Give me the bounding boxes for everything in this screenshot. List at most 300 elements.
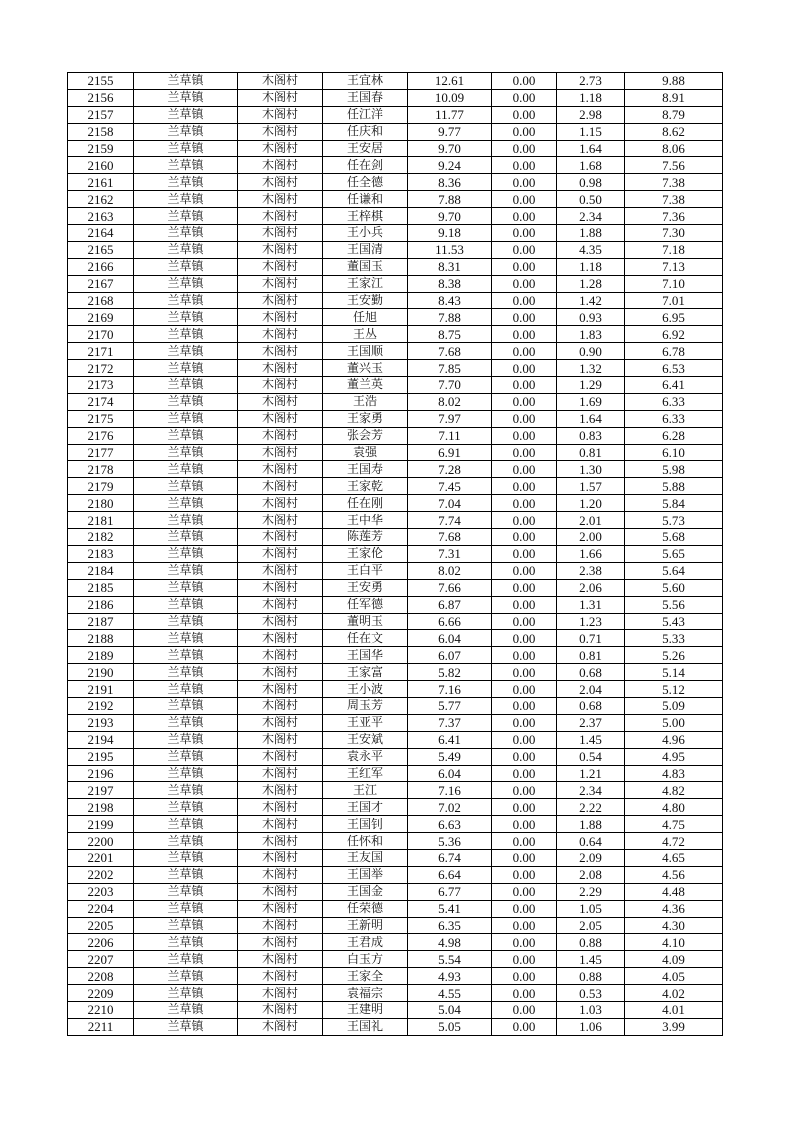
value-3-cell: 1.28 <box>557 275 625 292</box>
row-number-cell: 2190 <box>68 664 134 681</box>
value-4-cell: 5.56 <box>625 596 723 613</box>
value-3-cell: 1.68 <box>557 157 625 174</box>
value-1-cell: 5.04 <box>408 1001 492 1018</box>
value-2-cell: 0.00 <box>492 427 557 444</box>
village-cell: 木阁村 <box>238 917 323 934</box>
value-1-cell: 9.24 <box>408 157 492 174</box>
person-name-cell: 王新明 <box>323 917 408 934</box>
value-4-cell: 6.92 <box>625 326 723 343</box>
value-2-cell: 0.00 <box>492 917 557 934</box>
value-1-cell: 7.88 <box>408 309 492 326</box>
table-row <box>68 799 723 816</box>
value-1-cell: 7.16 <box>408 681 492 698</box>
value-1-cell: 7.45 <box>408 478 492 495</box>
value-3-cell: 1.69 <box>557 393 625 410</box>
value-1-cell: 5.82 <box>408 664 492 681</box>
table-row <box>68 140 723 157</box>
value-1-cell: 8.31 <box>408 258 492 275</box>
value-1-cell: 6.07 <box>408 647 492 664</box>
value-4-cell: 9.88 <box>625 73 723 90</box>
town-cell: 兰草镇 <box>134 495 238 512</box>
value-4-cell: 7.36 <box>625 208 723 225</box>
person-name-cell: 王国钊 <box>323 816 408 833</box>
value-2-cell: 0.00 <box>492 883 557 900</box>
value-1-cell: 6.64 <box>408 866 492 883</box>
value-1-cell: 8.36 <box>408 174 492 191</box>
village-cell: 木阁村 <box>238 1001 323 1018</box>
value-3-cell: 0.50 <box>557 191 625 208</box>
village-cell: 木阁村 <box>238 478 323 495</box>
value-2-cell: 0.00 <box>492 444 557 461</box>
value-3-cell: 2.08 <box>557 866 625 883</box>
value-1-cell: 9.70 <box>408 140 492 157</box>
village-cell: 木阁村 <box>238 174 323 191</box>
village-cell: 木阁村 <box>238 461 323 478</box>
row-number-cell: 2172 <box>68 360 134 377</box>
table-row <box>68 427 723 444</box>
value-3-cell: 1.06 <box>557 1018 625 1035</box>
value-2-cell: 0.00 <box>492 765 557 782</box>
value-2-cell: 0.00 <box>492 681 557 698</box>
value-4-cell: 5.33 <box>625 630 723 647</box>
person-name-cell: 周玉芳 <box>323 697 408 714</box>
value-1-cell: 10.09 <box>408 89 492 106</box>
value-2-cell: 0.00 <box>492 410 557 427</box>
value-3-cell: 2.73 <box>557 73 625 90</box>
row-number-cell: 2198 <box>68 799 134 816</box>
value-4-cell: 5.00 <box>625 714 723 731</box>
village-cell: 木阁村 <box>238 697 323 714</box>
table-row <box>68 360 723 377</box>
value-1-cell: 7.68 <box>408 343 492 360</box>
value-4-cell: 5.14 <box>625 664 723 681</box>
value-4-cell: 4.01 <box>625 1001 723 1018</box>
table-row <box>68 545 723 562</box>
value-2-cell: 0.00 <box>492 123 557 140</box>
value-3-cell: 1.15 <box>557 123 625 140</box>
value-4-cell: 5.88 <box>625 478 723 495</box>
row-number-cell: 2197 <box>68 782 134 799</box>
person-name-cell: 任谦和 <box>323 191 408 208</box>
value-1-cell: 8.02 <box>408 562 492 579</box>
value-4-cell: 5.60 <box>625 579 723 596</box>
value-1-cell: 6.66 <box>408 613 492 630</box>
value-4-cell: 4.02 <box>625 985 723 1002</box>
village-cell: 木阁村 <box>238 208 323 225</box>
value-3-cell: 2.04 <box>557 681 625 698</box>
value-2-cell: 0.00 <box>492 140 557 157</box>
value-2-cell: 0.00 <box>492 714 557 731</box>
table-row <box>68 343 723 360</box>
value-1-cell: 7.66 <box>408 579 492 596</box>
village-cell: 木阁村 <box>238 748 323 765</box>
value-1-cell: 6.41 <box>408 731 492 748</box>
row-number-cell: 2164 <box>68 225 134 242</box>
value-3-cell: 2.05 <box>557 917 625 934</box>
table-row <box>68 731 723 748</box>
value-4-cell: 5.26 <box>625 647 723 664</box>
village-cell: 木阁村 <box>238 343 323 360</box>
village-cell: 木阁村 <box>238 191 323 208</box>
value-2-cell: 0.00 <box>492 326 557 343</box>
value-3-cell: 1.66 <box>557 545 625 562</box>
table-row <box>68 1001 723 1018</box>
value-2-cell: 0.00 <box>492 731 557 748</box>
value-3-cell: 0.71 <box>557 630 625 647</box>
person-name-cell: 王江 <box>323 782 408 799</box>
value-4-cell: 7.30 <box>625 225 723 242</box>
value-2-cell: 0.00 <box>492 748 557 765</box>
row-number-cell: 2196 <box>68 765 134 782</box>
table-row <box>68 833 723 850</box>
value-4-cell: 8.79 <box>625 106 723 123</box>
row-number-cell: 2178 <box>68 461 134 478</box>
value-3-cell: 1.64 <box>557 140 625 157</box>
person-name-cell: 董国玉 <box>323 258 408 275</box>
value-2-cell: 0.00 <box>492 968 557 985</box>
value-4-cell: 4.65 <box>625 849 723 866</box>
town-cell: 兰草镇 <box>134 596 238 613</box>
value-4-cell: 8.06 <box>625 140 723 157</box>
value-3-cell: 1.30 <box>557 461 625 478</box>
value-1-cell: 7.31 <box>408 545 492 562</box>
value-4-cell: 7.13 <box>625 258 723 275</box>
village-cell: 木阁村 <box>238 157 323 174</box>
table-row <box>68 191 723 208</box>
table-row <box>68 241 723 258</box>
town-cell: 兰草镇 <box>134 258 238 275</box>
table-row <box>68 900 723 917</box>
value-1-cell: 7.37 <box>408 714 492 731</box>
value-2-cell: 0.00 <box>492 1018 557 1035</box>
table-row <box>68 596 723 613</box>
town-cell: 兰草镇 <box>134 174 238 191</box>
value-4-cell: 5.73 <box>625 512 723 529</box>
person-name-cell: 任军德 <box>323 596 408 613</box>
row-number-cell: 2163 <box>68 208 134 225</box>
town-cell: 兰草镇 <box>134 985 238 1002</box>
village-cell: 木阁村 <box>238 309 323 326</box>
table-row <box>68 106 723 123</box>
value-2-cell: 0.00 <box>492 545 557 562</box>
value-1-cell: 5.77 <box>408 697 492 714</box>
value-1-cell: 5.05 <box>408 1018 492 1035</box>
town-cell: 兰草镇 <box>134 697 238 714</box>
person-name-cell: 王安居 <box>323 140 408 157</box>
value-2-cell: 0.00 <box>492 934 557 951</box>
row-number-cell: 2171 <box>68 343 134 360</box>
value-4-cell: 4.30 <box>625 917 723 934</box>
village-cell: 木阁村 <box>238 579 323 596</box>
town-cell: 兰草镇 <box>134 799 238 816</box>
table-row <box>68 258 723 275</box>
value-1-cell: 7.88 <box>408 191 492 208</box>
table-row <box>68 681 723 698</box>
row-number-cell: 2184 <box>68 562 134 579</box>
town-cell: 兰草镇 <box>134 309 238 326</box>
row-number-cell: 2158 <box>68 123 134 140</box>
village-cell: 木阁村 <box>238 393 323 410</box>
value-3-cell: 1.20 <box>557 495 625 512</box>
table-row <box>68 326 723 343</box>
row-number-cell: 2175 <box>68 410 134 427</box>
value-2-cell: 0.00 <box>492 360 557 377</box>
value-1-cell: 4.55 <box>408 985 492 1002</box>
value-2-cell: 0.00 <box>492 630 557 647</box>
value-3-cell: 1.88 <box>557 816 625 833</box>
person-name-cell: 王安斌 <box>323 731 408 748</box>
town-cell: 兰草镇 <box>134 275 238 292</box>
town-cell: 兰草镇 <box>134 140 238 157</box>
town-cell: 兰草镇 <box>134 225 238 242</box>
person-name-cell: 王亚平 <box>323 714 408 731</box>
row-number-cell: 2165 <box>68 241 134 258</box>
town-cell: 兰草镇 <box>134 360 238 377</box>
person-name-cell: 王国清 <box>323 241 408 258</box>
value-2-cell: 0.00 <box>492 579 557 596</box>
village-cell: 木阁村 <box>238 613 323 630</box>
value-2-cell: 0.00 <box>492 478 557 495</box>
village-cell: 木阁村 <box>238 900 323 917</box>
table-row <box>68 275 723 292</box>
value-1-cell: 9.77 <box>408 123 492 140</box>
village-cell: 木阁村 <box>238 123 323 140</box>
value-3-cell: 0.64 <box>557 833 625 850</box>
value-3-cell: 2.98 <box>557 106 625 123</box>
town-cell: 兰草镇 <box>134 714 238 731</box>
value-4-cell: 5.65 <box>625 545 723 562</box>
value-3-cell: 1.45 <box>557 951 625 968</box>
value-4-cell: 6.95 <box>625 309 723 326</box>
value-4-cell: 7.56 <box>625 157 723 174</box>
village-cell: 木阁村 <box>238 258 323 275</box>
table-row <box>68 410 723 427</box>
value-1-cell: 7.70 <box>408 377 492 394</box>
town-cell: 兰草镇 <box>134 934 238 951</box>
value-3-cell: 2.37 <box>557 714 625 731</box>
row-number-cell: 2205 <box>68 917 134 934</box>
table-row <box>68 697 723 714</box>
value-2-cell: 0.00 <box>492 393 557 410</box>
village-cell: 木阁村 <box>238 866 323 883</box>
person-name-cell: 王国顺 <box>323 343 408 360</box>
value-1-cell: 7.02 <box>408 799 492 816</box>
village-cell: 木阁村 <box>238 529 323 546</box>
town-cell: 兰草镇 <box>134 529 238 546</box>
person-name-cell: 白玉方 <box>323 951 408 968</box>
value-1-cell: 6.04 <box>408 630 492 647</box>
row-number-cell: 2174 <box>68 393 134 410</box>
value-3-cell: 1.32 <box>557 360 625 377</box>
value-2-cell: 0.00 <box>492 225 557 242</box>
row-number-cell: 2203 <box>68 883 134 900</box>
table-row <box>68 393 723 410</box>
value-3-cell: 0.81 <box>557 647 625 664</box>
village-cell: 木阁村 <box>238 377 323 394</box>
value-4-cell: 5.84 <box>625 495 723 512</box>
village-cell: 木阁村 <box>238 292 323 309</box>
value-2-cell: 0.00 <box>492 377 557 394</box>
row-number-cell: 2168 <box>68 292 134 309</box>
value-2-cell: 0.00 <box>492 849 557 866</box>
value-1-cell: 12.61 <box>408 73 492 90</box>
value-2-cell: 0.00 <box>492 512 557 529</box>
person-name-cell: 王家伦 <box>323 545 408 562</box>
value-2-cell: 0.00 <box>492 343 557 360</box>
value-4-cell: 5.98 <box>625 461 723 478</box>
person-name-cell: 张会芳 <box>323 427 408 444</box>
value-4-cell: 7.01 <box>625 292 723 309</box>
town-cell: 兰草镇 <box>134 613 238 630</box>
value-1-cell: 7.74 <box>408 512 492 529</box>
value-4-cell: 6.33 <box>625 410 723 427</box>
town-cell: 兰草镇 <box>134 208 238 225</box>
value-2-cell: 0.00 <box>492 73 557 90</box>
village-cell: 木阁村 <box>238 630 323 647</box>
village-cell: 木阁村 <box>238 833 323 850</box>
town-cell: 兰草镇 <box>134 73 238 90</box>
value-1-cell: 6.87 <box>408 596 492 613</box>
person-name-cell: 任全德 <box>323 174 408 191</box>
row-number-cell: 2211 <box>68 1018 134 1035</box>
value-4-cell: 4.75 <box>625 816 723 833</box>
value-4-cell: 8.91 <box>625 89 723 106</box>
table-row <box>68 174 723 191</box>
value-3-cell: 2.34 <box>557 208 625 225</box>
value-4-cell: 4.82 <box>625 782 723 799</box>
town-cell: 兰草镇 <box>134 630 238 647</box>
value-4-cell: 7.38 <box>625 174 723 191</box>
table-row <box>68 748 723 765</box>
value-1-cell: 7.85 <box>408 360 492 377</box>
person-name-cell: 董明玉 <box>323 613 408 630</box>
village-cell: 木阁村 <box>238 782 323 799</box>
row-number-cell: 2199 <box>68 816 134 833</box>
person-name-cell: 任在文 <box>323 630 408 647</box>
row-number-cell: 2181 <box>68 512 134 529</box>
person-name-cell: 袁永平 <box>323 748 408 765</box>
person-name-cell: 任旭 <box>323 309 408 326</box>
town-cell: 兰草镇 <box>134 512 238 529</box>
value-2-cell: 0.00 <box>492 275 557 292</box>
value-4-cell: 4.36 <box>625 900 723 917</box>
value-2-cell: 0.00 <box>492 866 557 883</box>
village-cell: 木阁村 <box>238 731 323 748</box>
village-cell: 木阁村 <box>238 89 323 106</box>
value-4-cell: 7.18 <box>625 241 723 258</box>
person-name-cell: 王国礼 <box>323 1018 408 1035</box>
person-name-cell: 王宜林 <box>323 73 408 90</box>
person-name-cell: 袁福宗 <box>323 985 408 1002</box>
value-2-cell: 0.00 <box>492 157 557 174</box>
person-name-cell: 王国举 <box>323 866 408 883</box>
value-1-cell: 5.49 <box>408 748 492 765</box>
row-number-cell: 2177 <box>68 444 134 461</box>
village-cell: 木阁村 <box>238 647 323 664</box>
value-3-cell: 2.01 <box>557 512 625 529</box>
table-row <box>68 917 723 934</box>
person-name-cell: 董兴玉 <box>323 360 408 377</box>
value-4-cell: 4.05 <box>625 968 723 985</box>
town-cell: 兰草镇 <box>134 343 238 360</box>
value-3-cell: 2.06 <box>557 579 625 596</box>
row-number-cell: 2170 <box>68 326 134 343</box>
value-3-cell: 0.53 <box>557 985 625 1002</box>
village-cell: 木阁村 <box>238 985 323 1002</box>
value-3-cell: 2.34 <box>557 782 625 799</box>
town-cell: 兰草镇 <box>134 461 238 478</box>
table-row <box>68 157 723 174</box>
value-1-cell: 6.91 <box>408 444 492 461</box>
row-number-cell: 2194 <box>68 731 134 748</box>
village-cell: 木阁村 <box>238 765 323 782</box>
table-row <box>68 951 723 968</box>
value-3-cell: 1.18 <box>557 89 625 106</box>
value-4-cell: 4.09 <box>625 951 723 968</box>
value-3-cell: 2.00 <box>557 529 625 546</box>
value-3-cell: 1.64 <box>557 410 625 427</box>
row-number-cell: 2155 <box>68 73 134 90</box>
village-cell: 木阁村 <box>238 562 323 579</box>
row-number-cell: 2160 <box>68 157 134 174</box>
value-1-cell: 6.63 <box>408 816 492 833</box>
value-1-cell: 5.54 <box>408 951 492 968</box>
town-cell: 兰草镇 <box>134 123 238 140</box>
value-3-cell: 1.21 <box>557 765 625 782</box>
person-name-cell: 王国华 <box>323 647 408 664</box>
row-number-cell: 2210 <box>68 1001 134 1018</box>
table-row <box>68 123 723 140</box>
value-1-cell: 9.70 <box>408 208 492 225</box>
value-2-cell: 0.00 <box>492 900 557 917</box>
value-2-cell: 0.00 <box>492 799 557 816</box>
value-4-cell: 4.48 <box>625 883 723 900</box>
row-number-cell: 2156 <box>68 89 134 106</box>
table-row <box>68 512 723 529</box>
value-2-cell: 0.00 <box>492 461 557 478</box>
value-4-cell: 6.28 <box>625 427 723 444</box>
table-row <box>68 866 723 883</box>
value-4-cell: 7.10 <box>625 275 723 292</box>
town-cell: 兰草镇 <box>134 157 238 174</box>
person-name-cell: 任庆和 <box>323 123 408 140</box>
value-1-cell: 5.36 <box>408 833 492 850</box>
village-cell: 木阁村 <box>238 73 323 90</box>
value-2-cell: 0.00 <box>492 985 557 1002</box>
value-3-cell: 1.88 <box>557 225 625 242</box>
person-name-cell: 王安勇 <box>323 579 408 596</box>
value-3-cell: 0.54 <box>557 748 625 765</box>
row-number-cell: 2201 <box>68 849 134 866</box>
town-cell: 兰草镇 <box>134 917 238 934</box>
row-number-cell: 2157 <box>68 106 134 123</box>
row-number-cell: 2204 <box>68 900 134 917</box>
person-name-cell: 袁强 <box>323 444 408 461</box>
table-row <box>68 208 723 225</box>
value-2-cell: 0.00 <box>492 562 557 579</box>
town-cell: 兰草镇 <box>134 326 238 343</box>
village-cell: 木阁村 <box>238 849 323 866</box>
row-number-cell: 2206 <box>68 934 134 951</box>
village-cell: 木阁村 <box>238 275 323 292</box>
row-number-cell: 2179 <box>68 478 134 495</box>
town-cell: 兰草镇 <box>134 241 238 258</box>
value-2-cell: 0.00 <box>492 816 557 833</box>
value-2-cell: 0.00 <box>492 613 557 630</box>
value-4-cell: 5.09 <box>625 697 723 714</box>
value-3-cell: 0.83 <box>557 427 625 444</box>
value-2-cell: 0.00 <box>492 596 557 613</box>
